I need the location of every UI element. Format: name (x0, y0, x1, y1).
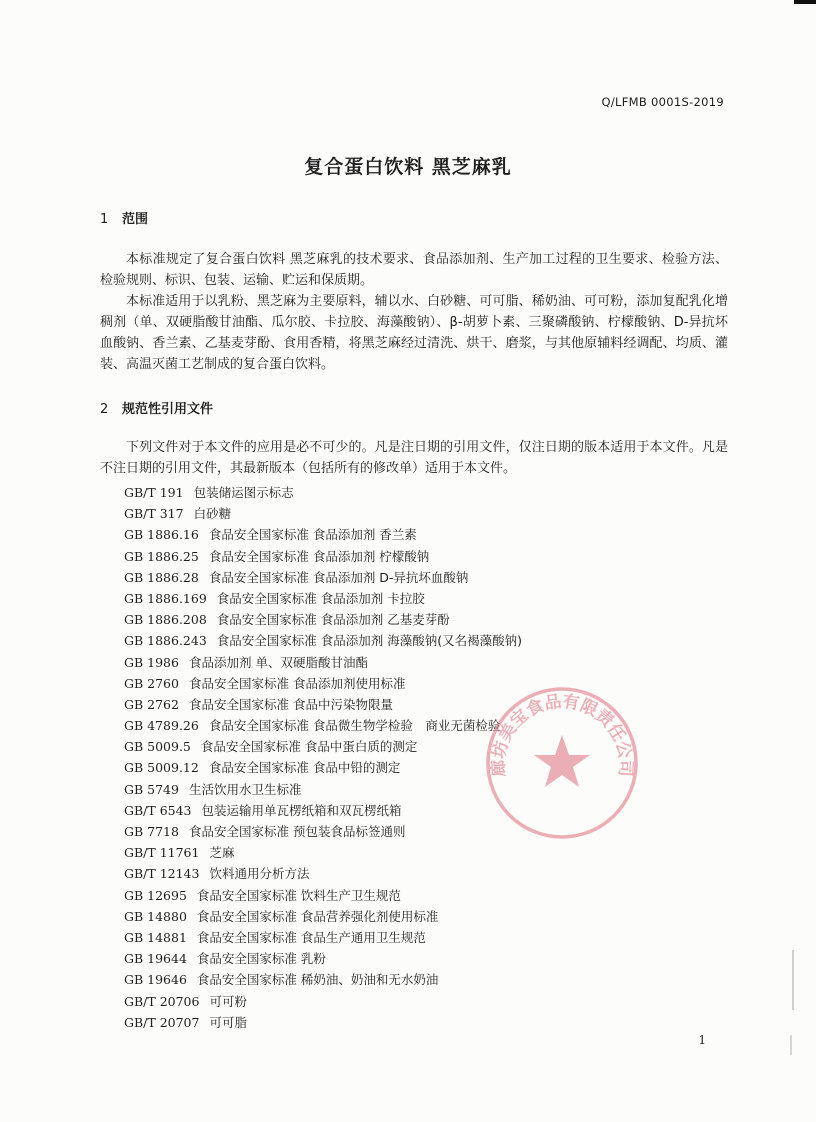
reference-code: GB 5009.12 (124, 760, 199, 776)
reference-title: 食品安全国家标准 饮料生产卫生规范 (196, 887, 401, 903)
reference-code: GB 14880 (124, 908, 187, 924)
reference-item (124, 652, 724, 673)
reference-title: 食品安全国家标准 乳粉 (196, 951, 326, 967)
scan-edge-mark (792, 950, 794, 1010)
seal-text: 廊坊美宝食品有限责任公司 (488, 691, 636, 778)
reference-title: 食品安全国家标准 食品营养强化剂使用标准 (196, 908, 439, 924)
reference-code: GB 5749 (124, 781, 179, 797)
reference-code: GB 1886.243 (124, 633, 207, 649)
document-title: 复合蛋白饮料 黑芝麻乳 (304, 156, 512, 178)
reference-code: GB 1886.25 (124, 548, 199, 564)
reference-title: 包装储运图示标志 (193, 485, 294, 500)
reference-code: GB 19646 (124, 972, 187, 988)
reference-item (124, 863, 724, 884)
reference-code: GB 1986 (124, 654, 179, 670)
reference-code: GB/T 191 (124, 485, 184, 500)
reference-code: GB/T 11761 (124, 845, 200, 861)
reference-item (124, 588, 724, 609)
reference-code: GB 2762 (124, 696, 179, 712)
reference-item (124, 842, 724, 863)
reference-title: 芝麻 (209, 845, 235, 861)
reference-code: GB 1886.208 (124, 612, 207, 628)
reference-title: 可可脂 (209, 1014, 247, 1030)
scope-paragraph-2: 本标准适用于以乳粉、黑芝麻为主要原料，辅以水、白砂糖、可可脂、稀奶油、可可粉，添加复配乳化增稠剂（单、双硬脂酸甘油酯、瓜尔胶、卡拉胶、海藻酸钠）、β-胡萝卜素、三聚磷酸钠、柠檬酸钠、D-异抗坏血酸钠、香兰素、乙基麦芽酚、食用香精，将黑芝麻经过清洗、烘干、磨浆，与其他原辅料经调配、均质、灌装、高温灭菌工艺制成的复合蛋白饮料。 (100, 294, 728, 372)
reference-code: GB 1886.16 (124, 527, 199, 543)
scan-corner-mark (794, 0, 816, 4)
reference-item (124, 524, 724, 545)
reference-code: GB 19644 (124, 951, 187, 967)
reference-code: GB 12695 (124, 887, 187, 903)
reference-code: GB/T 20707 (124, 1014, 200, 1030)
scan-edge-mark (790, 1035, 792, 1055)
reference-code: GB 2760 (124, 675, 179, 691)
references-intro-paragraph: 下列文件对于本文件的应用是必不可少的。凡是注日期的引用文件，仅注日期的版本适用于本文件。凡是不注日期的引用文件，其最新版本（包括所有的修改单）适用于本文件。 (100, 440, 728, 476)
reference-item (124, 948, 724, 969)
reference-item (124, 1012, 724, 1033)
page-number: 1 (698, 1033, 706, 1047)
reference-code: GB 4789.26 (124, 718, 199, 734)
reference-item (124, 906, 724, 927)
reference-title: 白砂糖 (193, 506, 232, 522)
reference-code: GB 1886.28 (124, 569, 199, 585)
reference-title: 食品安全国家标准 食品微生物学检验 商业无菌检验 (208, 718, 501, 734)
reference-title: 食品安全国家标准 食品添加剂 柠檬酸钠 (208, 548, 430, 564)
reference-item (124, 630, 724, 651)
standard-code: Q/LFMB 0001S-2019 (601, 95, 724, 109)
reference-item (124, 482, 724, 503)
reference-title: 食品安全国家标准 食品添加剂 D-异抗坏血酸钠 (208, 569, 469, 585)
reference-item (124, 609, 724, 630)
reference-title: 食品安全国家标准 食品生产通用卫生规范 (196, 929, 426, 945)
reference-title: 食品安全国家标准 食品添加剂 乙基麦芽酚 (216, 612, 450, 628)
reference-item (124, 991, 724, 1012)
reference-title: 食品安全国家标准 稀奶油、奶油和无水奶油 (196, 972, 439, 988)
reference-item (124, 885, 724, 906)
reference-title: 食品安全国家标准 食品中污染物限量 (188, 696, 393, 712)
reference-title: 食品安全国家标准 食品添加剂 香兰素 (208, 527, 417, 543)
reference-title: 食品添加剂 单、双硬脂酸甘油酯 (188, 654, 368, 670)
reference-title: 食品安全国家标准 食品添加剂使用标准 (188, 675, 406, 691)
reference-title: 饮料通用分析方法 (209, 866, 310, 882)
section-heading-references (100, 398, 213, 417)
reference-title: 食品安全国家标准 食品中蛋白质的测定 (200, 739, 418, 755)
section-number: 1 (100, 212, 109, 227)
reference-item (124, 927, 724, 948)
section-title: 规范性引用文件 (122, 402, 214, 417)
reference-code: GB/T 12143 (124, 866, 200, 882)
company-seal (482, 683, 642, 843)
reference-item (124, 567, 724, 588)
section-number: 2 (100, 402, 109, 417)
reference-code: GB 5009.5 (124, 739, 191, 755)
reference-code: GB 7718 (124, 824, 179, 839)
reference-title: 食品安全国家标准 预包装食品标签通则 (188, 824, 406, 839)
section-heading-scope (100, 208, 148, 227)
star-icon (534, 735, 590, 787)
reference-item (124, 969, 724, 990)
reference-title: 食品安全国家标准 食品添加剂 卡拉胶 (216, 590, 425, 606)
reference-title: 食品安全国家标准 食品添加剂 海藻酸钠(又名褐藻酸钠) (216, 633, 522, 649)
reference-code: GB/T 20706 (124, 993, 200, 1009)
reference-item (124, 546, 724, 567)
reference-title: 食品安全国家标准 食品中铅的测定 (208, 760, 401, 776)
reference-code: GB 1886.169 (124, 590, 207, 606)
reference-item (124, 503, 724, 524)
reference-title: 可可粉 (209, 993, 247, 1009)
reference-code: GB 14881 (124, 929, 187, 945)
reference-title: 生活饮用水卫生标准 (188, 781, 302, 797)
reference-code: GB/T 317 (124, 506, 184, 522)
scope-paragraph-1: 本标准规定了复合蛋白饮料 黑芝麻乳的技术要求、食品添加剂、生产加工过程的卫生要求、检验方法、检验规则、标识、包装、运输、贮运和保质期。 (100, 252, 728, 288)
reference-title: 包装运输用单瓦楞纸箱和双瓦楞纸箱 (201, 802, 402, 818)
section-title: 范围 (122, 212, 149, 227)
reference-code: GB/T 6543 (124, 802, 192, 818)
